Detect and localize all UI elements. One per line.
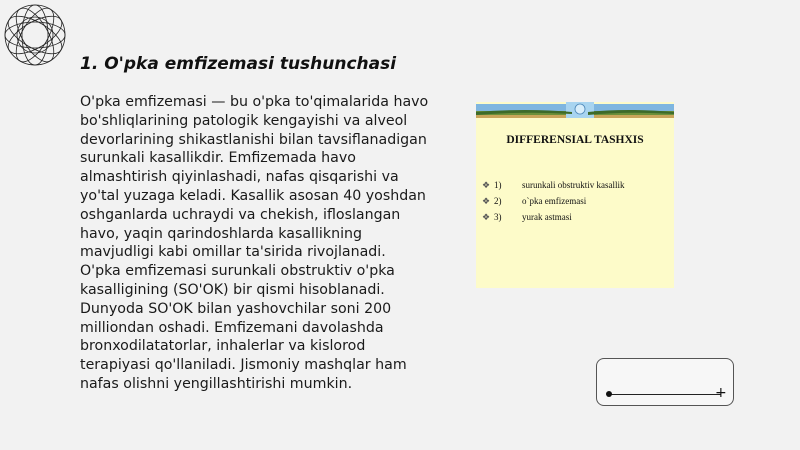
slide-title: DIFFERENSIAL TASHXIS (506, 134, 644, 146)
progress-track[interactable] (609, 394, 721, 395)
list-item-text: surunkali obstruktiv kasallik (522, 180, 625, 190)
list-item-text: o`pka emfizemasi (522, 196, 587, 206)
circular-ornament-logo (2, 2, 68, 68)
plus-icon[interactable]: + (715, 385, 727, 401)
list-item-number: 2) (494, 196, 502, 206)
landscape-banner-image (476, 102, 674, 122)
list-item (482, 209, 625, 225)
diamond-bullet-icon: ❖ (482, 212, 491, 222)
diamond-bullet-icon: ❖ (482, 180, 491, 190)
media-control-box[interactable] (596, 358, 734, 406)
list-item-number: 1) (494, 180, 502, 190)
page-title: 1. O'pka emfizemasi tushunchasi (80, 54, 397, 74)
diagnosis-list (482, 177, 625, 225)
diamond-bullet-icon: ❖ (482, 196, 491, 206)
list-item-text: yurak astmasi (522, 212, 572, 222)
list-item (482, 193, 625, 209)
list-item (482, 177, 625, 193)
list-item-number: 3) (494, 212, 502, 222)
differential-diagnosis-slide (476, 102, 674, 288)
body-paragraph: O'pka emfizemasi — bu o'pka to'qimalarida havo bo'shliqlarining patologik kengayishi va alveol devorlarining shikastlanishi bilan tavsiflanadigan surunkali kasallikdir. Emfizemada havo almashtirish qiyinlashadi, nafas qisqarishi va yo'tal yuzaga keladi. Kasallik asosan 40 yoshdan oshganlarda uchraydi va chekish, ifloslangan havo, yaqin qarindoshlarda kasallikning mavjudligi kabi omillar ta'sirida rivojlanadi. O'pka emfizemasi surunkali obstruktiv o'pka kasalligining (SO'OK) bir qismi hisoblanadi. Dunyoda SO'OK bilan yashovchilar soni 200 milliondan oshadi. Emfizemani davolashda bronxodilatatorlar, inhalerlar va kislorod terapiyasi qo'llaniladi. Jismoniy mashqlar ham nafas olishni yengillashtirishi mumkin. (80, 94, 429, 392)
play-position-icon[interactable] (606, 391, 612, 397)
